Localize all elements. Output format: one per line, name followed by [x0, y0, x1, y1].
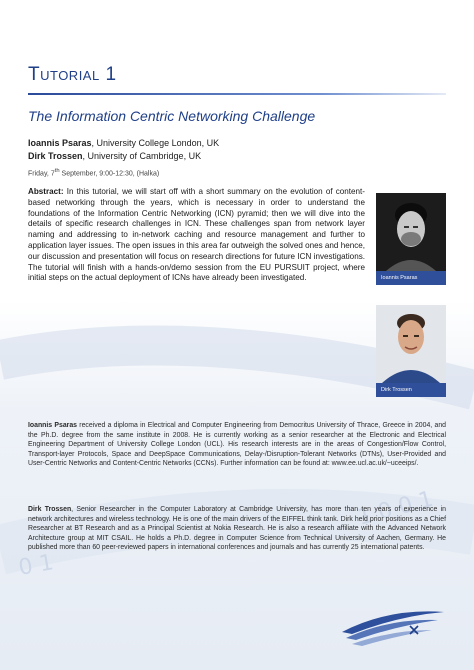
session-date	[28, 168, 159, 177]
date-rest: September, 9:00-12:30, (Halka)	[59, 170, 160, 178]
author-name: Ioannis Psaras	[28, 138, 92, 148]
tutorial-title: Tutorial 1	[28, 64, 117, 85]
abstract-label: Abstract:	[28, 187, 64, 196]
conference-logo	[338, 604, 448, 650]
bio-name: Ioannis Psaras	[28, 422, 77, 429]
trossen-photo	[376, 305, 446, 383]
author-list	[28, 137, 219, 163]
trossen-photo-card	[376, 305, 446, 397]
author-affiliation: , University College London, UK	[91, 138, 220, 148]
svg-text:1 0 0 1: 1 0 0 1	[355, 486, 436, 531]
author-name: Dirk Trossen	[28, 151, 83, 161]
psaras-photo	[376, 193, 446, 271]
abstract-paragraph	[28, 187, 365, 284]
author-affiliation: , University of Cambridge, UK	[82, 151, 202, 161]
bio-text: , Senior Researcher in the Computer Laboratory at Cambridge University, has more than ten years of experience in network architectures and wireless technology. He is one of the main drivers of the EIFFEL think tank. Dirk held prior positions as a Chief Researcher at BT Research and as a Principal Scientist at Nokia Research. He is also a research affiliate with the Advanced Network Architecture group at MIT CSAIL. He holds a Ph.D. degree in Computer Science from Technical University of Aachen, Germany. He published more than 60 peer-reviewed papers in international conferences and journals and has currently 25 international patents.	[28, 506, 447, 552]
author-line	[28, 150, 219, 163]
bio-name: Dirk Trossen	[28, 506, 72, 513]
date-ordinal: th	[54, 168, 60, 174]
trossen-bio	[28, 505, 446, 553]
author-line	[28, 137, 219, 150]
bio-text: received a diploma in Electrical and Computer Engineering from Democritus University of Thrace, Greece in 2004, and the Ph.D. degree from the same institute in 2008. He is currently working as a senior researcher at the Electronic and Electrical Engineering Department of University College London (UCL). His research interests are in the areas of Congestion/Flow Control, Transport-layer Protocols, Space and DeepSpace Communications, Delay-/Disruption-Tolerant Networks (DTNs), User-Provided and User-Centric Networks and Content-Centric Networks (CCNs). Further information can be found at: www.ee.ucl.ac.uk/~uceeips/.	[28, 422, 446, 468]
date-prefix: Friday, 7	[28, 170, 55, 178]
psaras-bio	[28, 421, 446, 469]
psaras-photo-card	[376, 193, 446, 285]
title-divider	[28, 93, 446, 95]
abstract-text: In this tutorial, we will start off with a short summary on the evolution of content-based networking through the years, which is necessary in order to understand the foundations of the Information Centric Networking (ICN) pyramid; then we will dive into the details of specific research challenges in ICN. These challenges span from network layer naming and addressing to in-network caching and resource management and further to application layer issues. The open issues in this area far outweigh the solved ones and hence, our discussion and presentation will focus on research directions for future ICN investigations. The tutorial will finish with a hands-on/demo session from the EU PURSUIT project, where initial steps on the actual deployment of ICNs have already been investigated.	[28, 187, 365, 283]
svg-text:0 1: 0 1	[16, 550, 56, 581]
photo-caption: Dirk Trossen	[376, 383, 446, 397]
tutorial-subtitle: The Information Centric Networking Challenge	[28, 108, 316, 124]
photo-caption: Ioannis Psaras	[376, 271, 446, 285]
